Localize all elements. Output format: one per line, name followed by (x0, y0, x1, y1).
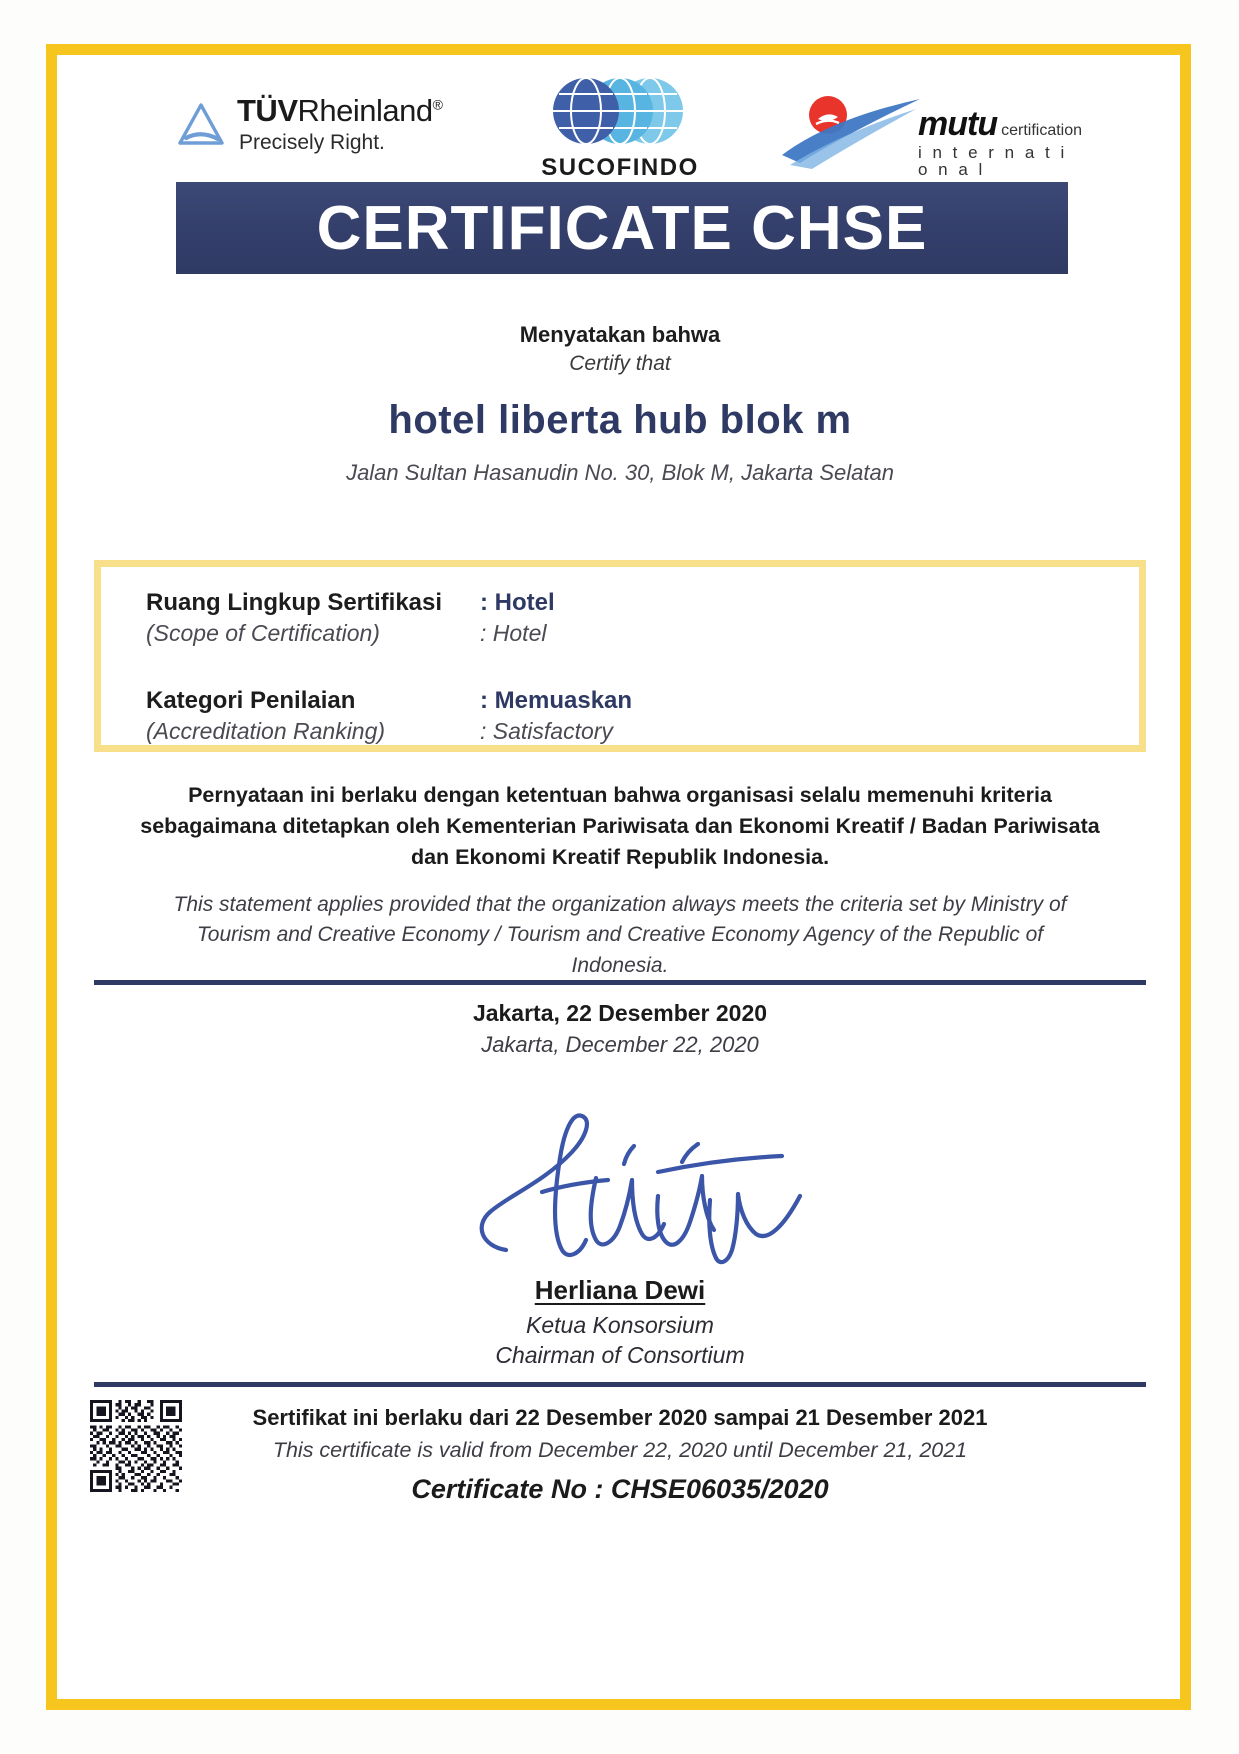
validity-english: This certificate is valid from December 22, 2020 until December 21, 2021 (272, 1438, 968, 1462)
statement-english: This statement applies provided that the organization always meets the criteria set by Ministry of Tourism and Creative Economy / Tourism and Creative Economy Agency of the Republic of Indonesia. (173, 893, 1067, 977)
scope-details-grid (146, 587, 632, 755)
certificate-number: Certificate No : CHSE06035/2020 (411, 1474, 829, 1504)
tuv-rheinland-text: Rheinland (297, 93, 433, 128)
mutu-wordmark: mutu (918, 105, 998, 143)
ranking-label-english: (Accreditation Ranking) (146, 718, 386, 745)
sucofindo-globes-icon (520, 75, 720, 147)
handwritten-signature-icon (410, 1100, 830, 1270)
mutu-certification-text: certification (1001, 122, 1083, 139)
scope-row-ranking (146, 685, 632, 747)
tuv-rheinland-logo (175, 95, 442, 154)
scope-label-indonesian: Ruang Lingkup Sertifikasi (146, 589, 443, 616)
tuv-tagline: Precisely Right. (239, 130, 385, 154)
organization-name: hotel liberta hub blok m (388, 398, 852, 442)
scope-details-box (94, 560, 1146, 752)
ranking-value-indonesian: : Memuaskan (480, 687, 633, 715)
certificate-title-banner (176, 182, 1068, 274)
scope-label-group (146, 587, 466, 649)
ranking-label-group (146, 685, 466, 747)
place-date-english: Jakarta, December 22, 2020 (481, 1032, 759, 1057)
scope-value-english: : Hotel (480, 620, 547, 647)
scope-row-spacer (146, 657, 632, 685)
statement-indonesian: Pernyataan ini berlaku dengan ketentuan bahwa organisasi selalu memenuhi kriteria sebagaimana ditetapkan oleh Kementerian Pariwisata dan Ekonomi Kreatif / Badan Pariwisata dan Ekonomi Kreatif Republik Indonesia. (140, 783, 1100, 870)
certify-label-english: Certify that (569, 352, 671, 375)
signer-name: Herliana Dewi (534, 1275, 706, 1305)
mutu-international-text: i n t e r n a t i o n a l (918, 143, 1068, 179)
organization-address: Jalan Sultan Hasanudin No. 30, Blok M, Jakarta Selatan (346, 460, 894, 485)
place-date-indonesian: Jakarta, 22 Desember 2020 (472, 1000, 768, 1026)
mutu-certification-logo (770, 93, 1083, 179)
certify-label-indonesian: Menyatakan bahwa (519, 322, 721, 347)
logo-row (175, 75, 1083, 185)
certificate-content (80, 60, 1160, 1700)
signer-role-indonesian: Ketua Konsorsium (526, 1312, 714, 1338)
ranking-value-group (480, 685, 632, 747)
scope-label-english: (Scope of Certification) (146, 620, 380, 647)
scope-row-certification (146, 587, 632, 649)
tuv-triangle-icon (175, 99, 227, 151)
divider-rule-bottom (94, 1382, 1146, 1387)
signer-role-english: Chairman of Consortium (495, 1342, 745, 1368)
signature-area (410, 1100, 830, 1270)
certificate-title: CERTIFICATE CHSE (316, 193, 928, 263)
tuv-wordmark (237, 95, 442, 128)
scope-value-indonesian: : Hotel (480, 589, 555, 616)
ranking-label-indonesian: Kategori Penilaian (146, 687, 356, 715)
qr-code-icon (90, 1400, 182, 1492)
ranking-value-english: : Satisfactory (480, 718, 613, 745)
sucofindo-logo (520, 75, 720, 182)
validity-indonesian: Sertifikat ini berlaku dari 22 Desember 2020 sampai 21 Desember 2021 (252, 1405, 988, 1430)
registered-mark-icon: ® (432, 96, 443, 113)
sucofindo-wordmark: SUCOFINDO (541, 154, 699, 181)
tuv-bold-text: TÜV (237, 93, 298, 128)
divider-rule-top (94, 980, 1146, 985)
scope-value-group (480, 587, 555, 649)
